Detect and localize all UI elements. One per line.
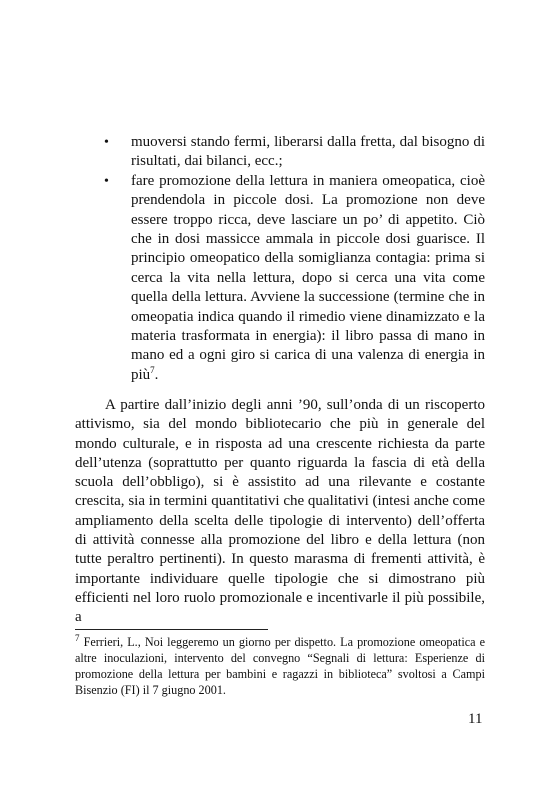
bullet-icon: • bbox=[104, 173, 109, 189]
footnote-number: 7 bbox=[75, 632, 80, 643]
footnote-separator bbox=[75, 629, 268, 630]
footnote-text: Ferrieri, L., Noi leggeremo un giorno per dispetto. La promozione omeopatica e altre inoculazioni, intervento del convegno “Segnali di lettura: Esperienze di promozione della lettura per bambini e ragazzi in biblioteca” svoltosi a Campi Bisenzio (FI) il 7 giugno 2001. bbox=[75, 635, 485, 697]
bullet-icon: • bbox=[104, 135, 109, 150]
list-item-punctuation: . bbox=[154, 366, 159, 383]
body-paragraph: A partire dall’inizio degli anni ’90, sull’onda di un riscoperto attivismo, sia del mondo bibliotecario che più in generale del mondo culturale, e in risposta ad una crescente richiesta da parte dell’utenza (soprattutto per quanto riguarda la fascia di età della scuola dell’obbligo), si è assistito ad una rilevante e costante crescita, sia in termini quantitativi che qualitativi (intesi anche come ampliamento della scelta delle tipologie di intervento) dell’offerta di attività connesse alla promozione del libro e della lettura (non tutte peraltro pertinenti). In questo marasma di frementi attività, è importante individuare quelle tipologie che si dimostrano più efficienti nel loro ruolo promozionale e incentivarle il più possibile, a bbox=[75, 397, 485, 626]
list-item bbox=[101, 172, 485, 385]
list-item-text: muoversi stando fermi, liberarsi dalla fretta, dal bisogno di risultati, dai bilanci, ecc.; bbox=[131, 134, 485, 170]
footnote-reference[interactable]: 7 bbox=[150, 364, 155, 375]
list-item bbox=[101, 133, 485, 172]
list-item-text: fare promozione della lettura in maniera omeopatica, cioè prendendola in piccole dosi. La promozione non deve essere troppo ricca, deve lasciare un po’ di appetito. Ciò che in dosi massicce ammala in piccole dosi guarisce. Il principio omeopatico della somiglianza contagia: prima si cerca la vita nella lettura, dopo si cerca una vita come quella della lettura. Avviene la successione (termine che in omeopatia indica quando il rimedio viene dinamizzato e la materia trasformata in energia): il libro passa di mano in mano ed a ogni giro si carica di una valenza di energia in più bbox=[131, 172, 485, 383]
footnote bbox=[75, 632, 485, 699]
page-number: 11 bbox=[468, 711, 483, 727]
bullet-list bbox=[101, 133, 485, 385]
